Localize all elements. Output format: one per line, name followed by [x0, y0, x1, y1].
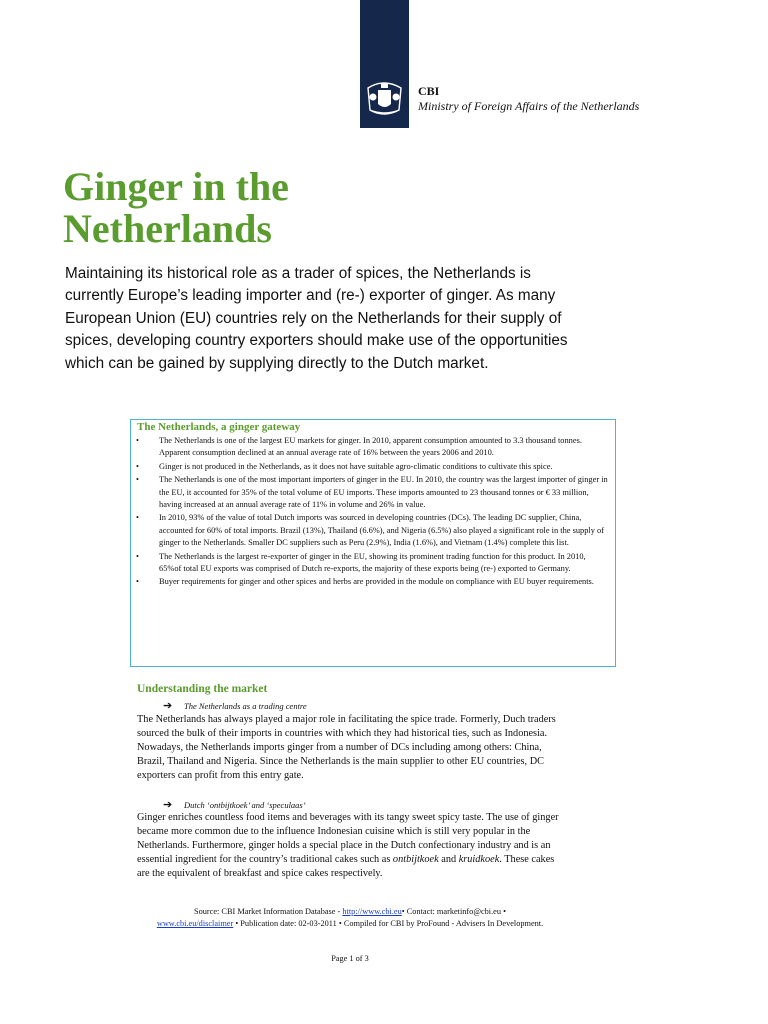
- subheading-trading-centre: [163, 700, 307, 712]
- paragraph-text: . These cakes are the equivalent of breakfast and spice cakes respectively.: [137, 853, 555, 879]
- bullet-icon: •: [136, 461, 139, 471]
- bullet-text: The Netherlands is one of the most important importers of ginger in the EU. In 2010, the country was the largest importer of ginger in the EU, it accounted for 35% of the total volume of EU imports. These imports amounted to 23 thousand tonnes or € 33 million, having increased at an annual average rate of 11% in volume and 26% in value.: [159, 475, 608, 510]
- list-item: [131, 461, 615, 473]
- subheading-text: Dutch ‘ontbijtkoek’ and ‘speculaas’: [184, 800, 306, 810]
- bullet-icon: •: [136, 475, 139, 485]
- bullet-text: Ginger is not produced in the Netherlands, as it does not have suitable agro-climatic conditions to cultivate this spice.: [159, 461, 553, 471]
- box-title: The Netherlands, a ginger gateway: [137, 421, 301, 433]
- page-number: Page 1 of 3: [331, 954, 369, 963]
- disclaimer-link[interactable]: www.cbi.eu/disclaimer: [156, 919, 234, 929]
- section-heading: Understanding the market: [137, 683, 268, 695]
- org-name: CBI: [418, 84, 440, 98]
- bullet-icon: •: [136, 436, 139, 445]
- subheading-text: The Netherlands as a trading centre: [184, 701, 307, 711]
- term-kruidkoek: kruidkoek: [458, 853, 500, 865]
- arrow-right-icon: ➔: [163, 700, 173, 712]
- cbi-link[interactable]: http://www.cbi.eu: [342, 907, 402, 916]
- paragraph-text: Ginger enriches countless food items and beverages with its tangy sweet spicy taste. The use of ginger became more common due to the influence Indonesian cuisine which is still very popular in the Netherlands. Furthermore, ginger holds a special place in the Dutch confectionary industry and is an essential ingredient for the country’s traditional cakes such as: [137, 812, 559, 865]
- bullet-icon: •: [136, 551, 139, 561]
- term-ontbijtkoek: ontbijtkoek: [392, 853, 439, 865]
- arrow-right-icon: ➔: [163, 799, 173, 811]
- organization-block: [418, 84, 639, 114]
- list-item: [131, 512, 615, 549]
- page-title: [63, 166, 289, 250]
- intro-paragraph: Maintaining its historical role as a trader of spices, the Netherlands is currently Europe’s leading importer and (re-) exporter of ginger. As many European Union (EU) countries rely on the Netherlands for their supply of spices, developing country exporters should make use of the opportunities which can be gained by supplying directly to the Dutch market.: [65, 265, 568, 372]
- list-item: [131, 576, 615, 588]
- footer-source-label: Source: CBI Market Information Database -: [194, 907, 343, 916]
- footer-contact: • Contact: marketinfo@cbi.eu •: [401, 907, 506, 916]
- bullet-text: Buyer requirements for ginger and other spices and herbs are provided in the module on compliance with EU buyer requirements.: [159, 577, 594, 587]
- footer-source: [150, 906, 550, 930]
- ginger-gateway-box: [130, 419, 616, 667]
- title-line-2: Netherlands: [63, 206, 272, 251]
- ginger-uses-paragraph: [137, 811, 569, 881]
- paragraph-text: and: [438, 853, 459, 865]
- bullet-text: In 2010, 93% of the value of total Dutch imports was sourced in developing countries (DCs). The leading DC supplier, China, accounted for 60% of total imports. Brazil (13%), Thailand (6.6%), and Nigeria (6.5%) also played a significant role in the supply of ginger to the Netherlands. Smaller DC suppliers such as Peru (2.9%), India (1.6%), and Vietnam (1.4%) complete this list.: [159, 513, 604, 548]
- list-item: [131, 474, 615, 511]
- list-item: [131, 551, 615, 576]
- footer-publication: • Publication date: 02-03-2011 • Compiled for CBI by ProFound - Advisers In Development.: [233, 919, 544, 929]
- ministry-name: Ministry of Foreign Affairs of the Netherlands: [418, 99, 640, 113]
- bullet-text: The Netherlands is one of the largest EU markets for ginger. In 2010, apparent consumption amounted to 3.3 thousand tonnes. Apparent consumption declined at an annual average rate of 16% between the years 2006 and 2010.: [159, 436, 582, 458]
- subheading-ontbijtkoek: [163, 799, 306, 811]
- bullet-icon: •: [136, 513, 139, 523]
- logo-bar: [360, 0, 409, 128]
- coat-of-arms-icon: [364, 80, 405, 116]
- title-line-1: Ginger in the: [63, 164, 289, 209]
- gateway-bullet-list: [131, 435, 615, 590]
- trading-centre-paragraph: The Netherlands has always played a major role in facilitating the spice trade. Formerly, Duch traders sourced the bulk of their imports in countries with which they had historical ties, such as Indonesia. Nowadays, the Netherlands imports ginger from a number of DCs including among others: China, Brazil, Thailand and Nigeria. Since the Netherlands is the main supplier to other EU countries, DC exporters can profit from this entry gate.: [137, 714, 556, 781]
- list-item: [131, 435, 615, 460]
- bullet-icon: •: [136, 577, 139, 587]
- bullet-text: The Netherlands is the largest re-exporter of ginger in the EU, showing its prominent trading function for this product. In 2010, 65%of total EU exports was comprised of Dutch re-exports, the majority of these exports being (re-) exported to Germany.: [159, 551, 586, 574]
